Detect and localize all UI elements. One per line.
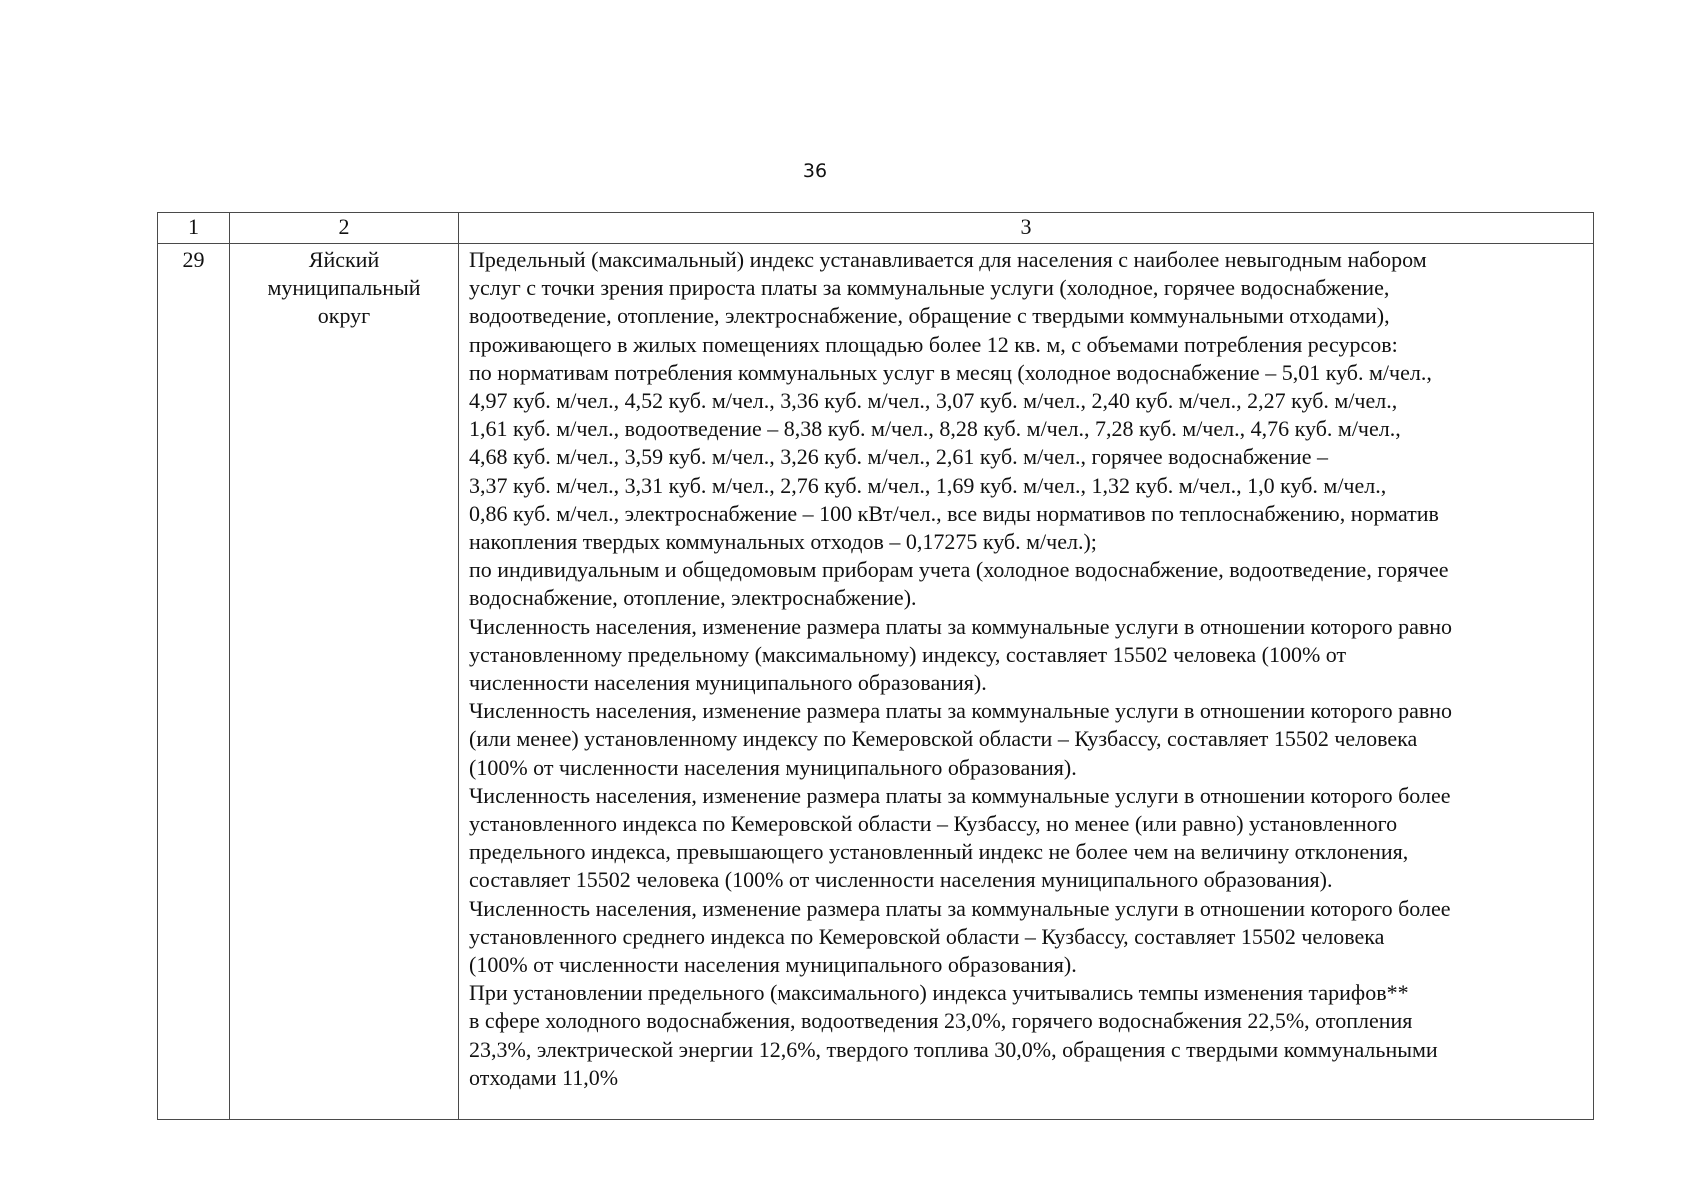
description-paragraph: Численность населения, изменение размера платы за коммунальные услуги в отношении которого равно (или менее) установленному индексу по Кемеровской области – Кузбассу, составляет 15502 человека (100% от численности населения муниципального образования).	[469, 698, 1453, 780]
description-paragraph: Численность населения, изменение размера платы за коммунальные услуги в отношении которого равно установленному предельному (максимальному) индексу, составляет 15502 человека (100% от численности населения муниципального образования).	[469, 613, 1453, 696]
table-row	[158, 244, 1594, 1120]
tariff-index-table	[157, 212, 1594, 1120]
description-cell	[459, 244, 1594, 1120]
table-header-row	[158, 213, 1594, 244]
district-name-line: муниципальный	[267, 275, 421, 301]
district-cell	[230, 244, 459, 1120]
description-paragraph: по индивидуальным и общедомовым приборам учета (холодное водоснабжение, водоотведение, горячее водоснабжение, отопление, электроснабжение).	[469, 557, 1449, 611]
column-header-2: 2	[230, 213, 459, 244]
description-paragraph: Предельный (максимальный) индекс устанавливается для населения с наиболее невыгодным набором услуг с точки зрения прироста платы за коммунальные услуги (холодное, горячее водоснабжение, водоотведение, отопление, электроснабжение, обращение с твердыми коммунальными отходами), проживающего в жилых помещениях площадью более 12 кв. м, с объемами потребления ресурсов:	[469, 247, 1427, 357]
row-number-cell: 29	[158, 244, 230, 1120]
district-name-line: округ	[317, 303, 371, 329]
description-paragraph: Численность населения, изменение размера платы за коммунальные услуги в отношении которого более установленного индекса по Кемеровской области – Кузбассу, но менее (или равно) установленного предельного индекса, превышающего установленный индекс не более чем на величину отклонения, составляет 15502 человека (100% от численности населения муниципального образования).	[469, 782, 1451, 893]
description-paragraph: При установлении предельного (максимального) индекса учитывались темпы изменения тарифов** в сфере холодного водоснабжения, водоотведения 23,0%, горячего водоснабжения 22,5%, отопления 23,3%, электрической энергии 12,6%, твердого топлива 30,0%, обращения с твердыми коммунальными отходами 11,0%	[469, 980, 1438, 1090]
district-name-line: Яйский	[308, 247, 380, 272]
column-header-1: 1	[158, 213, 230, 244]
column-header-3: 3	[459, 213, 1594, 244]
description-paragraph: Численность населения, изменение размера платы за коммунальные услуги в отношении которого более установленного среднего индекса по Кемеровской области – Кузбассу, составляет 15502 человека (100% от численности населения муниципального образования).	[469, 895, 1451, 978]
description-paragraph: по нормативам потребления коммунальных услуг в месяц (холодное водоснабжение – 5,01 куб. м/чел., 4,97 куб. м/чел., 4,52 куб. м/чел., 3,36 куб. м/чел., 3,07 куб. м/чел., 2,40 куб. м/чел., 2,27 куб. м/чел., 1,61 куб. м/чел., водоотведение – 8,38 куб. м/чел., 8,28 куб. м/чел., 7,28 куб. м/чел., 4,76 куб. м/чел., 4,68 куб. м/чел., 3,59 куб. м/чел., 3,26 куб. м/чел., 2,61 куб. м/чел., горячее водоснабжение – 3,37 куб. м/чел., 3,31 куб. м/чел., 2,76 куб. м/чел., 1,69 куб. м/чел., 1,32 куб. м/чел., 1,0 куб. м/чел., 0,86 куб. м/чел., электроснабжение – 100 кВт/чел., все виды нормативов по теплоснабжению, норматив накопления твердых коммунальных отходов – 0,17275 куб. м/чел.);	[469, 359, 1439, 555]
page-number: 36	[802, 160, 828, 182]
